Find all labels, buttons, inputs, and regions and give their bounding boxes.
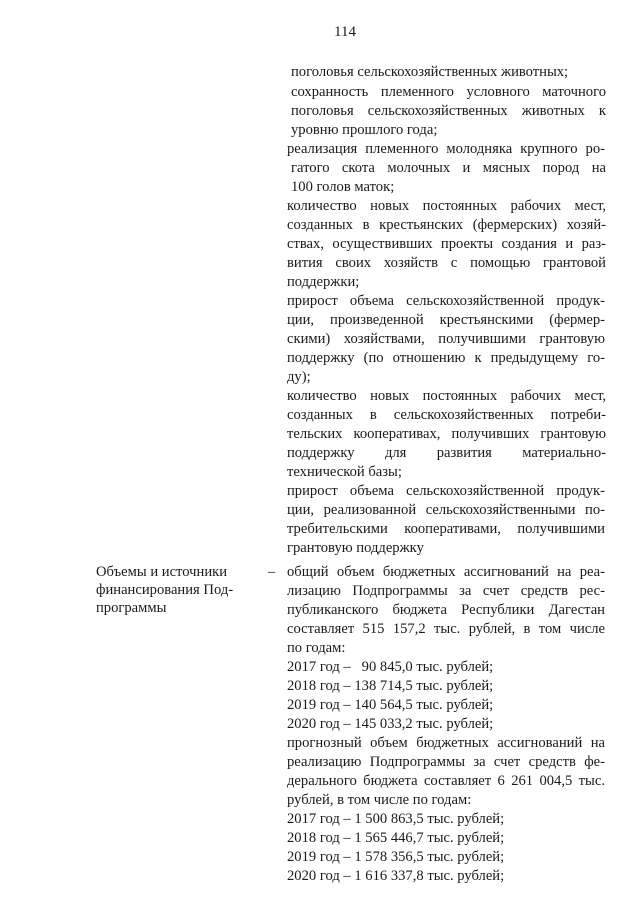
year-line: 2018 год – 138 714,5 тыс. рублей; xyxy=(287,678,494,694)
text-line: поголовья сельскохозяйственных животных к xyxy=(291,103,606,119)
text-line: грантовую поддержку xyxy=(287,540,424,556)
text-line: составляет 515 157,2 тыс. рублей, в том числе xyxy=(287,621,605,637)
text-line: скими) хозяйствами, получившими грантовую xyxy=(287,331,605,347)
text-line: реализацию Подпрограммы за счет средств фе- xyxy=(287,754,605,770)
text-line: вития своих хозяйств с помощью грантовой xyxy=(287,255,606,271)
text-line: 100 голов маток; xyxy=(291,179,395,195)
label-line: Объемы и источники xyxy=(96,564,228,580)
text-line: лизацию Подпрограммы за счет средств рес- xyxy=(287,583,605,599)
text-line: уровню прошлого года; xyxy=(291,122,438,138)
text-line: ствах, осуществивших проекты создания и раз- xyxy=(287,236,606,252)
text-line: ду); xyxy=(287,369,311,385)
year-line: 2019 год – 1 578 356,5 тыс. рублей; xyxy=(287,849,505,865)
text-line: созданных в сельскохозяйственных потреби- xyxy=(287,407,606,423)
text-line: по годам: xyxy=(287,640,346,656)
text-line: ции, произведенной крестьянскими (фермер- xyxy=(287,312,605,328)
text-line: тельских кооперативах, получивших грантовую xyxy=(287,426,606,442)
year-line: 2020 год – 1 616 337,8 тыс. рублей; xyxy=(287,868,505,884)
text-line: поддержку (по отношению к предыдущему го- xyxy=(287,350,605,366)
text-line: прогнозный объем бюджетных ассигнований на xyxy=(287,735,605,751)
text-line: реализация племенного молодняка крупного ро- xyxy=(287,141,605,157)
text-line: ции, реализованной сельскохозяйственными по- xyxy=(287,502,605,518)
text-line: созданных в крестьянских (фермерских) хозяй- xyxy=(287,217,606,233)
text-line: публиканского бюджета Республики Дагестан xyxy=(287,602,605,618)
text-line: прирост объема сельскохозяйственной продук- xyxy=(287,293,605,309)
text-line: поголовья сельскохозяйственных животных; xyxy=(291,64,569,80)
text-line: общий объем бюджетных ассигнований на реа- xyxy=(287,564,605,580)
text-line: количество новых постоянных рабочих мест, xyxy=(287,198,606,214)
text-line: количество новых постоянных рабочих мест, xyxy=(287,388,606,404)
text-line: дерального бюджета составляет 6 261 004,5 тыс. xyxy=(287,773,605,789)
text-line: требительскими кооперативами, получившими xyxy=(287,521,605,537)
text-line: поддержку для развития материально- xyxy=(287,445,606,461)
label-line: программы xyxy=(96,600,167,616)
label-line: финансирования Под- xyxy=(96,582,234,598)
page-number: 114 xyxy=(334,24,356,40)
text-line: поддержки; xyxy=(287,274,360,290)
year-line: 2020 год – 145 033,2 тыс. рублей; xyxy=(287,716,494,732)
separator-dash: – xyxy=(268,564,276,580)
text-line: сохранность племенного условного маточного xyxy=(291,84,606,100)
text-line: гатого скота молочных и мясных пород на xyxy=(291,160,606,176)
text-line: технической базы; xyxy=(287,464,402,480)
text-line: прирост объема сельскохозяйственной продук- xyxy=(287,483,605,499)
year-line: 2019 год – 140 564,5 тыс. рублей; xyxy=(287,697,494,713)
text-line: рублей, в том числе по годам: xyxy=(287,792,472,808)
year-line: 2017 год – 1 500 863,5 тыс. рублей; xyxy=(287,811,505,827)
year-line: 2017 год – 90 845,0 тыс. рублей; xyxy=(287,659,494,675)
year-line: 2018 год – 1 565 446,7 тыс. рублей; xyxy=(287,830,505,846)
